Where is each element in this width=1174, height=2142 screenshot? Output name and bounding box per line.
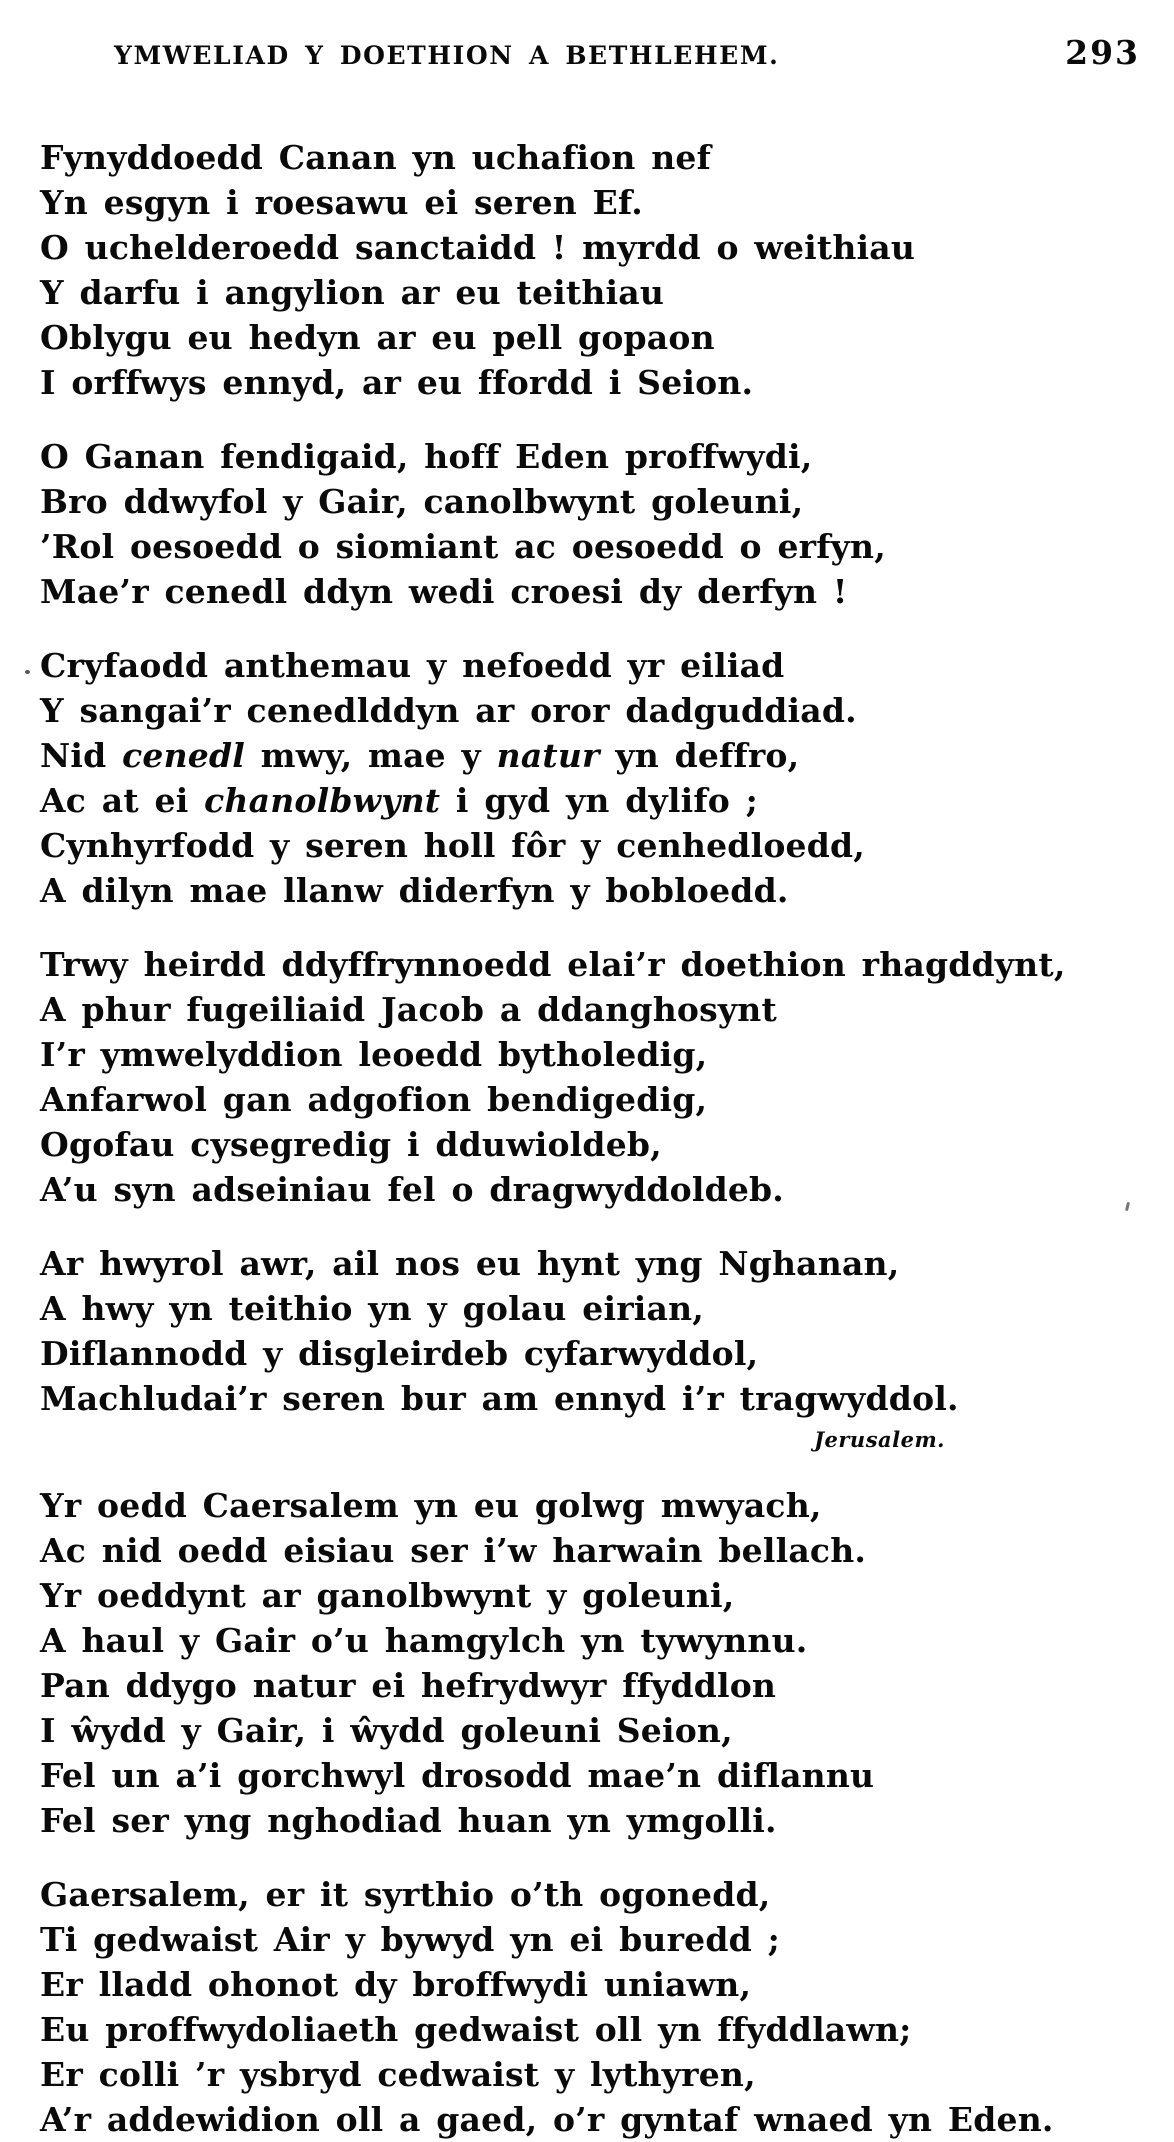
poem-text: ’Rol oesoedd o siomiant ac oesoedd o erfyn, — [40, 527, 886, 566]
poem-line — [40, 2007, 1140, 2052]
poem-line — [40, 524, 1140, 569]
poem-line — [40, 1798, 1140, 1843]
poem-line — [40, 434, 1140, 479]
running-title: YMWELIAD Y DOETHION A BETHLEHEM. — [114, 41, 780, 70]
scan-artifact-dot — [25, 670, 30, 674]
poem-line — [40, 1708, 1140, 1753]
poem-text: Eu proffwydoliaeth gedwaist oll yn ffyddlawn; — [40, 2010, 912, 2049]
poem-line — [40, 1618, 1140, 1663]
poem-line — [40, 987, 1140, 1032]
poem-text: A dilyn mae llanw diderfyn y bobloedd. — [40, 871, 789, 910]
page-number: 293 — [1065, 33, 1140, 72]
poem-text-italic: natur — [496, 736, 600, 775]
poem-text: Nid — [40, 736, 123, 775]
poem-line — [40, 225, 1140, 270]
poem-text: Fel un a’i gorchwyl drosodd mae’n diflannu — [40, 1756, 875, 1795]
stanza — [40, 1872, 1140, 2142]
poem-line — [40, 733, 1140, 778]
poem-line — [40, 315, 1140, 360]
poem-line — [40, 1286, 1140, 1331]
stanza — [40, 434, 1140, 614]
poem-text: Yr oedd Caersalem yn eu golwg mwyach, — [40, 1486, 822, 1525]
poem-text: Y sangai’r cenedlddyn ar oror dadguddiad. — [40, 691, 857, 730]
stanza — [40, 1241, 1140, 1421]
poem-text: Gaersalem, er it syrthio o’th ogonedd, — [40, 1875, 771, 1914]
poem-text-italic: cenedl — [122, 736, 245, 775]
poem-text: Er lladd ohonot dy broffwydi uniawn, — [40, 1965, 752, 2004]
poem-text: O Ganan fendigaid, hoff Eden proffwydi, — [40, 437, 813, 476]
poem-line — [40, 360, 1140, 405]
poem-text: A haul y Gair o’u hamgylch yn tywynnu. — [40, 1621, 808, 1660]
poem-text: Oblygu eu hedyn ar eu pell gopaon — [40, 318, 715, 357]
poem-line — [40, 778, 1140, 823]
poem-text: Er colli ’r ysbryd cedwaist y lythyren, — [40, 2055, 756, 2094]
poem-text: yn deffro, — [599, 736, 800, 775]
poem-text: Diflannodd y disgleirdeb cyfarwyddol, — [40, 1334, 759, 1373]
poem-text: I orffwys ennyd, ar eu ffordd i Seion. — [40, 363, 754, 402]
poem-text: mwy, mae y — [244, 736, 497, 775]
poem-text: Cynhyrfodd y seren holl fôr y cenhedloedd, — [40, 826, 865, 865]
poem-text: O uchelderoedd sanctaidd ! myrdd o weithiau — [40, 228, 916, 267]
poem-line — [40, 1483, 1140, 1528]
poem-line — [40, 1753, 1140, 1798]
poem-line — [40, 1077, 1140, 1122]
poem-text: I’r ymwelyddion leoedd bytholedig, — [40, 1035, 708, 1074]
poem-text: Yr oeddynt ar ganolbwynt y goleuni, — [40, 1576, 735, 1615]
poem-line — [40, 1663, 1140, 1708]
poem-text: Y darfu i angylion ar eu teithiau — [40, 273, 665, 312]
poem-text: Trwy heirdd ddyffrynnoedd elai’r doethion rhagddynt, — [40, 945, 1066, 984]
poem-line — [40, 2097, 1140, 2142]
poem-text-italic: chanolbwynt — [204, 781, 441, 820]
poem-line — [40, 569, 1140, 614]
poem-line — [40, 868, 1140, 913]
stanza-note: Jerusalem. — [814, 1427, 945, 1452]
poem-line — [40, 942, 1140, 987]
poem-line — [40, 1528, 1140, 1573]
poem-text: Ogofau cysegredig i dduwioldeb, — [40, 1125, 662, 1164]
poem-text: Ac at ei — [40, 781, 205, 820]
poem-text: Mae’r cenedl ddyn wedi croesi dy derfyn ! — [40, 572, 848, 611]
poem-text: A phur fugeiliaid Jacob a ddanghosynt — [40, 990, 777, 1029]
poem-text: i gyd yn dylifo ; — [440, 781, 759, 820]
poem-line — [40, 1962, 1140, 2007]
poem-line — [40, 1167, 1140, 1212]
poem-text: A hwy yn teithio yn y golau eirian, — [40, 1289, 704, 1328]
stanza — [40, 942, 1140, 1212]
poem-line — [40, 270, 1140, 315]
poem-text: I ŵydd y Gair, i ŵydd goleuni Seion, — [40, 1711, 733, 1750]
poem-text: Bro ddwyfol y Gair, canolbwynt goleuni, — [40, 482, 804, 521]
poem-text: Fynyddoedd Canan yn uchafion nef — [40, 138, 711, 177]
poem-line — [40, 180, 1140, 225]
poem-text: Ti gedwaist Air y bywyd yn ei buredd ; — [40, 1920, 780, 1959]
poem-line — [40, 2052, 1140, 2097]
poem-text: Machludai’r seren bur am ennyd i’r tragwyddol. — [40, 1379, 959, 1418]
poem-line — [40, 688, 1140, 733]
poem-line — [40, 135, 1140, 180]
poem-text: A’u syn adseiniau fel o dragwyddoldeb. — [40, 1170, 784, 1209]
page-header — [40, 33, 1140, 73]
poem-line — [40, 823, 1140, 868]
poem-text: Ar hwyrol awr, ail nos eu hynt yng Nghanan, — [40, 1244, 900, 1283]
poem-text: Ac nid oedd eisiau ser i’w harwain bellach. — [40, 1531, 867, 1570]
poem-line — [40, 1872, 1140, 1917]
poem-line — [40, 1241, 1140, 1286]
poem-line — [40, 1331, 1140, 1376]
poem-body — [40, 135, 1140, 2142]
poem-line — [40, 1032, 1140, 1077]
poem-line — [40, 1917, 1140, 1962]
stanza — [40, 643, 1140, 913]
poem-line — [40, 643, 1140, 688]
poem-line — [40, 1376, 1140, 1421]
poem-text: A’r addewidion oll a gaed, o’r gyntaf wnaed yn Eden. — [40, 2100, 1054, 2139]
poem-line — [40, 479, 1140, 524]
poem-line — [40, 1122, 1140, 1167]
poem-text: Anfarwol gan adgofion bendigedig, — [40, 1080, 708, 1119]
poem-text: Yn esgyn i roesawu ei seren Ef. — [40, 183, 643, 222]
stanza — [40, 135, 1140, 405]
stanza — [40, 1483, 1140, 1843]
poem-text: Pan ddygo natur ei hefrydwyr ffyddlon — [40, 1666, 777, 1705]
poem-line — [40, 1573, 1140, 1618]
poem-text: Fel ser yng nghodiad huan yn ymgolli. — [40, 1801, 777, 1840]
poem-text: Cryfaodd anthemau y nefoedd yr eiliad — [40, 646, 785, 685]
